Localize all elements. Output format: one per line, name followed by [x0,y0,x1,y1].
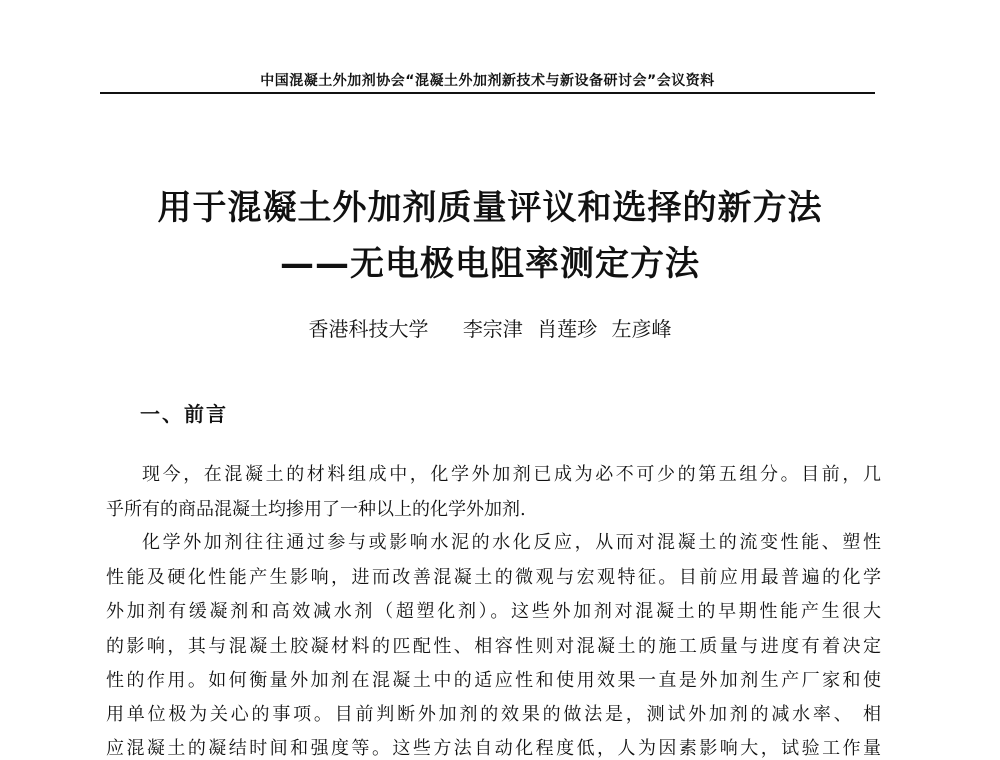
author-name: 肖莲珍 [537,317,598,341]
author-line [100,313,880,342]
body-text-line: 外加剂有缓凝剂和高效减水剂（超塑化剂）。这些外加剂对混凝土的早期性能产生很大 [106,601,881,622]
body-text-line: 的影响，其与混凝土胶凝材料的匹配性、相容性则对混凝土的施工质量与进度有着决定 [106,636,881,657]
body-text-line: 乎所有的商品混凝土均掺用了一种以上的化学外加剂. [106,499,526,520]
body-text-line: 性能及硬化性能产生影响，进而改善混凝土的微观与宏观特征。目前应用最普遍的化学 [106,567,881,588]
body-text-line: 性的作用。如何衡量外加剂在混凝土中的适应性和使用效果一直是外加剂生产厂家和使 [106,670,881,691]
affiliation: 香港科技大学 [308,317,429,341]
body-text-line: 化学外加剂往往通过参与或影响水泥的水化反应，从而对混凝土的流变性能、塑性 [142,532,881,553]
paper-title-line-1: 用于混凝土外加剂质量评议和选择的新方法 [157,188,823,228]
author-name: 李宗津 [462,317,523,341]
header-rule [100,92,875,94]
body-text-line: 应混凝土的凝结时间和强度等。这些方法自动化程度低，人为因素影响大，试验工作量 [106,738,881,759]
body-text-line: 现今，在混凝土的材料组成中，化学外加剂已成为必不可少的第五组分。目前，几 [142,464,881,485]
author-name: 左彦峰 [611,317,672,341]
running-header: 中国混凝土外加剂协会“混凝土外加剂新技术与新设备研讨会”会议资料 [260,73,715,89]
paper-title-line-2: ——无电极电阻率测定方法 [280,244,700,284]
body-text-line: 用单位极为关心的事项。目前判断外加剂的效果的做法是，测试外加剂的减水率、 相 [106,704,881,725]
section-heading: 一、前言 [140,402,228,426]
